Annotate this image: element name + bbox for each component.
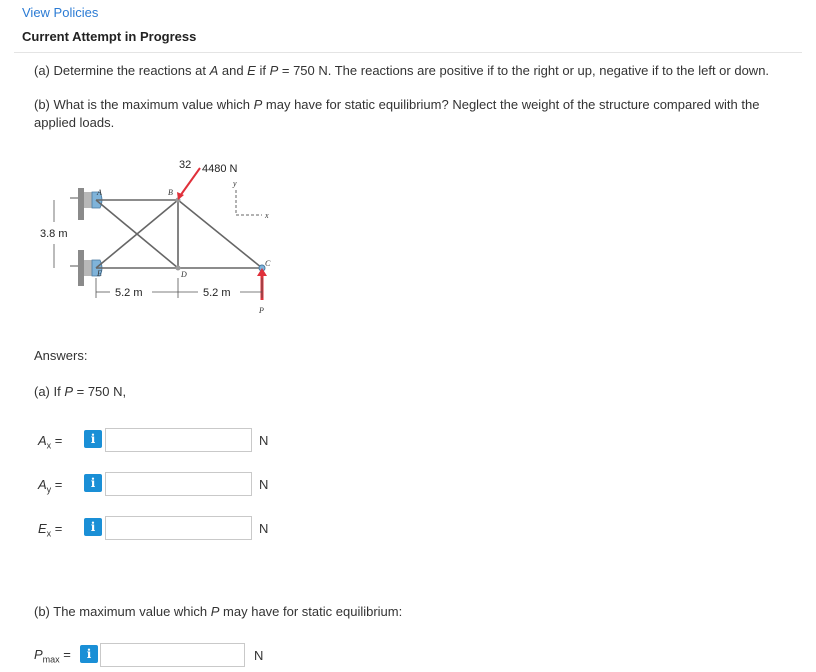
ax-label: $A_x$ = — [38, 433, 63, 451]
answers-heading: Answers: — [34, 348, 88, 363]
wall-support-e — [70, 250, 94, 286]
pmax-label: $P_{max}$ = — [34, 647, 71, 665]
divider — [14, 52, 802, 53]
joint-d — [176, 266, 181, 271]
point-c-label: C — [265, 259, 271, 268]
ay-unit: N — [259, 477, 269, 492]
span-right-label: 5.2 m — [203, 287, 231, 299]
ax-input[interactable] — [105, 428, 252, 452]
ex-label: $E_x$ = — [38, 521, 63, 539]
answers-part-b-label: (b) The maximum value which P may have for static equilibrium: — [34, 604, 403, 619]
question-part-b: (b) What is the maximum value which P may have for static equilibrium? Neglect the weight of the structure compared with the applied loads. — [34, 97, 760, 130]
load-p-label: P — [259, 306, 264, 315]
height-label: 3.8 m — [40, 228, 68, 240]
pmax-info-button[interactable]: i — [80, 645, 98, 663]
question-part-a: (a) Determine the reactions at A and E if P = 750 N. The reactions are positive if to the right or up, negative if to the left or down. — [34, 63, 770, 78]
ay-input[interactable] — [105, 472, 252, 496]
ex-input[interactable] — [105, 516, 252, 540]
answers-part-a-label: (a) If P = 750 N, — [34, 384, 127, 399]
point-e-label: E — [97, 269, 102, 278]
point-d-label: D — [181, 270, 187, 279]
axis-x-label: x — [265, 211, 269, 220]
view-policies-link[interactable]: View Policies — [22, 5, 99, 20]
angle-label: 32 — [179, 159, 192, 171]
pmax-input[interactable] — [100, 643, 245, 667]
ex-unit: N — [259, 521, 269, 536]
wall-support-a — [70, 188, 94, 220]
ax-info-button[interactable]: i — [84, 430, 102, 448]
force-label: 4480 N — [202, 163, 238, 175]
force-arrow — [180, 168, 200, 196]
structure-figure — [34, 150, 294, 330]
ay-label: $A_y$ = — [38, 477, 63, 495]
pmax-unit: N — [254, 648, 264, 663]
point-b-label: B — [168, 188, 173, 197]
span-left-label: 5.2 m — [115, 287, 143, 299]
axis-y-label: y — [233, 179, 237, 188]
ay-info-button[interactable]: i — [84, 474, 102, 492]
member-bc — [178, 200, 262, 268]
ax-unit: N — [259, 433, 269, 448]
load-p-arrowhead — [257, 268, 267, 276]
point-a-label: A — [97, 188, 102, 197]
ex-info-button[interactable]: i — [84, 518, 102, 536]
attempt-heading: Current Attempt in Progress — [22, 29, 197, 44]
